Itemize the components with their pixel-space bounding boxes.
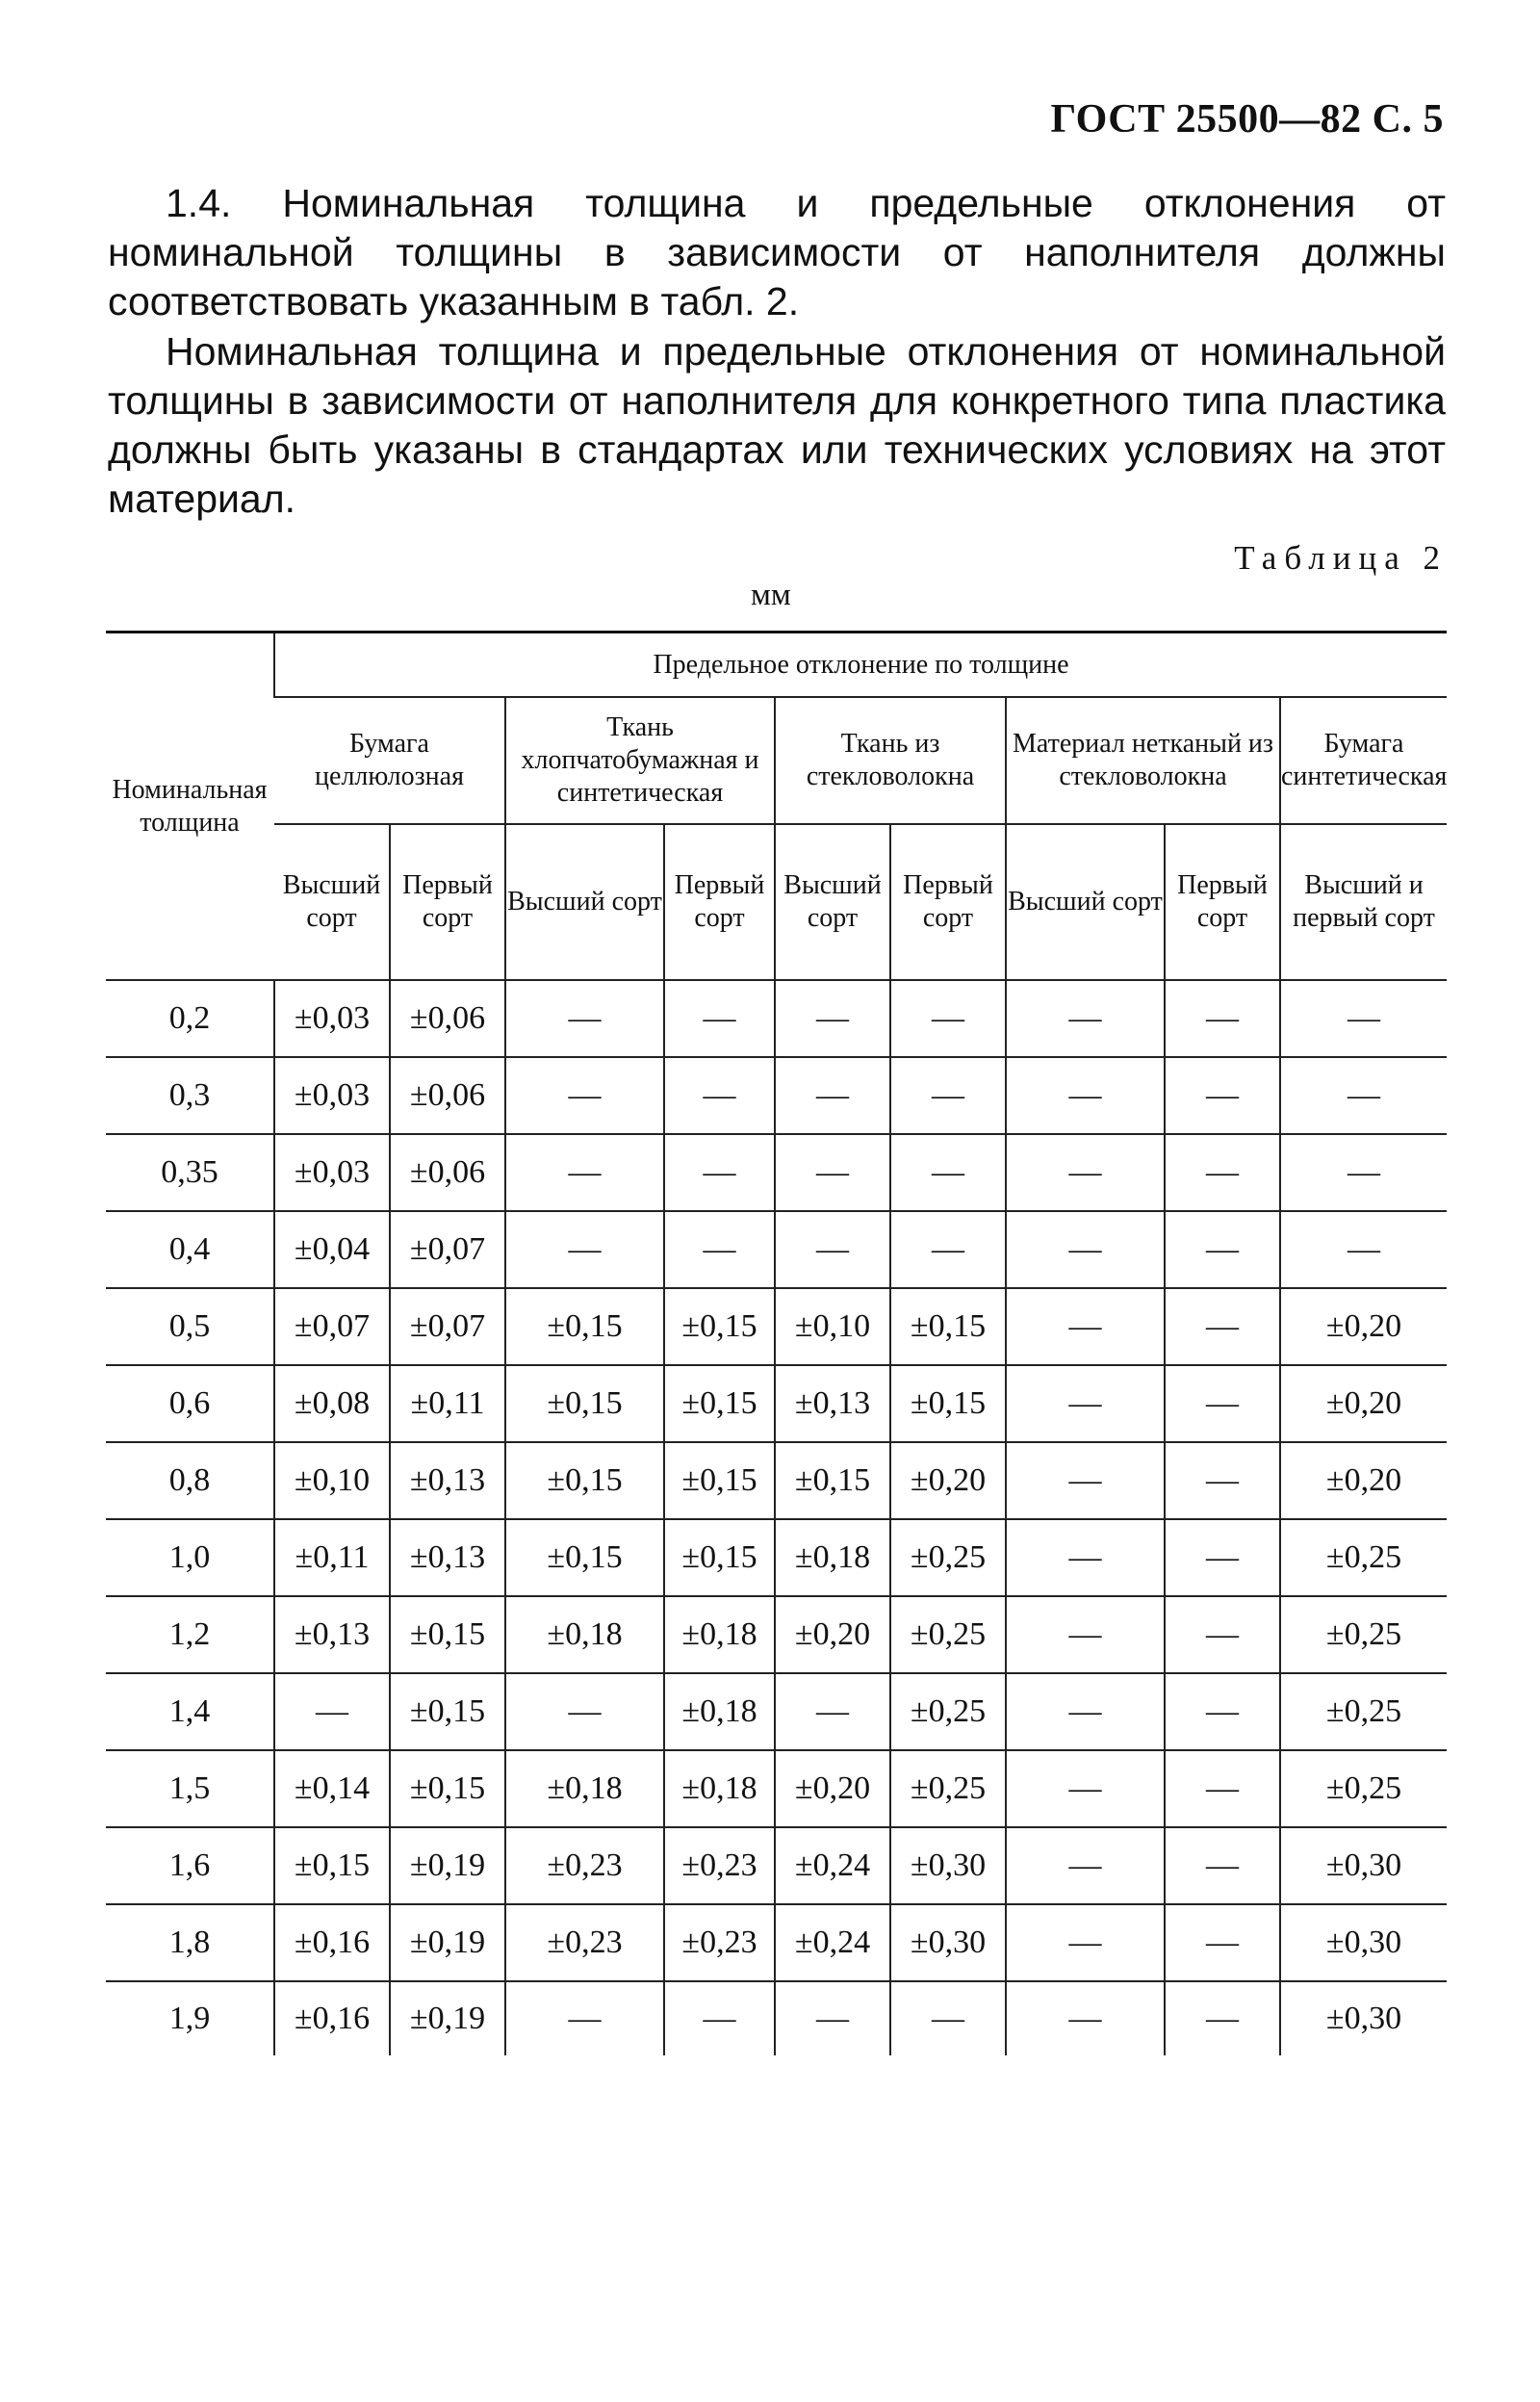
tolerance-cell: ±0,15 <box>664 1288 775 1365</box>
tolerance-cell: ±0,15 <box>664 1442 775 1519</box>
tolerance-cell: ±0,15 <box>274 1827 390 1904</box>
header-grade: Первый сорт <box>664 824 775 980</box>
tolerance-cell: ±0,20 <box>775 1596 890 1673</box>
tolerance-cell: ±0,06 <box>390 1057 505 1134</box>
tolerance-cell: — <box>664 1134 775 1211</box>
paragraph-2: Номинальная толщина и предельные отклонения от номинальной толщины в зависимости от наполнителя для конкретного типа пластика должны быть указаны в стандартах или технических условиях на этот материал. <box>108 329 1446 521</box>
header-grade: Высший сорт <box>274 824 390 980</box>
header-material: Ткань хлопчатобумажная и синтетическая <box>505 697 775 824</box>
nominal-thickness-cell: 1,9 <box>168 2001 211 2036</box>
tolerance-cell: ±0,15 <box>775 1442 890 1519</box>
tolerance-cell: — <box>1006 1288 1165 1365</box>
tolerance-cell: ±0,19 <box>390 1981 505 2055</box>
table-row <box>106 1288 1447 1365</box>
tolerance-cell: ±0,10 <box>775 1288 890 1365</box>
tolerance-cell: — <box>505 1981 664 2055</box>
tolerance-cell: — <box>1006 1904 1165 1981</box>
tolerance-cell: — <box>664 980 775 1057</box>
tolerance-cell: ±0,03 <box>274 1134 390 1211</box>
tolerance-cell: ±0,25 <box>890 1750 1006 1827</box>
table-body <box>106 980 1447 2055</box>
tolerance-cell: ±0,15 <box>390 1596 505 1673</box>
tolerance-cell: — <box>664 1981 775 2055</box>
tolerance-cell: — <box>505 1211 664 1288</box>
tolerance-table-wrapper <box>106 631 1447 2055</box>
tolerance-cell: ±0,14 <box>274 1750 390 1827</box>
nominal-thickness-cell: 1,4 <box>106 1673 274 1750</box>
tolerance-cell: ±0,10 <box>274 1442 390 1519</box>
tolerance-cell: ±0,25 <box>890 1519 1006 1596</box>
table-row <box>106 1057 1447 1134</box>
tolerance-cell: ±0,18 <box>664 1750 775 1827</box>
tolerance-cell: — <box>1006 1596 1165 1673</box>
tolerance-cell: — <box>1165 1211 1280 1288</box>
tolerance-cell: ±0,15 <box>664 1365 775 1442</box>
header-material: Ткань из стекловолокна <box>775 697 1006 824</box>
tolerance-cell: ±0,13 <box>775 1365 890 1442</box>
tolerance-cell: — <box>664 1211 775 1288</box>
tolerance-cell: ±0,03 <box>274 980 390 1057</box>
tolerance-cell: ±0,23 <box>505 1904 664 1981</box>
table-caption: Таблица 2 <box>1234 539 1448 577</box>
table-row <box>106 1750 1447 1827</box>
tolerance-cell: ±0,23 <box>664 1827 775 1904</box>
tolerance-cell: ±0,13 <box>274 1596 390 1673</box>
tolerance-cell: — <box>890 1211 1006 1288</box>
tolerance-cell: — <box>1006 980 1165 1057</box>
page-header: ГОСТ 25500—82 С. 5 <box>1050 97 1444 142</box>
header-tolerance-group: Предельное отклонение по толщине <box>274 633 1447 698</box>
header-grade: Первый сорт <box>390 824 505 980</box>
tolerance-cell: — <box>1280 1211 1447 1288</box>
tolerance-cell: ±0,25 <box>1280 1519 1447 1596</box>
tolerance-cell: — <box>505 1134 664 1211</box>
tolerance-cell: ±0,30 <box>1280 1981 1447 2055</box>
tolerance-cell: — <box>1280 980 1447 1057</box>
tolerance-cell: ±0,15 <box>890 1365 1006 1442</box>
tolerance-cell: ±0,13 <box>390 1519 505 1596</box>
tolerance-cell: — <box>1006 1750 1165 1827</box>
tolerance-cell: — <box>1165 1596 1280 1673</box>
paragraph-1-4: 1.4. Номинальная толщина и предельные отклонения от номинальной толщины в зависимости от наполнителя должны соответствовать указанным в табл. 2. <box>108 181 1446 323</box>
tolerance-cell: ±0,23 <box>664 1904 775 1981</box>
table-row <box>106 1211 1447 1288</box>
tolerance-cell: — <box>1006 1442 1165 1519</box>
table-row <box>106 1827 1447 1904</box>
tolerance-cell: ±0,30 <box>1280 1904 1447 1981</box>
header-material: Бумага синтетическая <box>1280 697 1447 824</box>
tolerance-cell: — <box>1006 1519 1165 1596</box>
tolerance-cell: ±0,20 <box>1280 1365 1447 1442</box>
tolerance-cell: ±0,15 <box>505 1288 664 1365</box>
tolerance-cell: — <box>1165 1519 1280 1596</box>
tolerance-cell: — <box>1165 1365 1280 1442</box>
tolerance-cell: — <box>1165 1442 1280 1519</box>
header-grade: Первый сорт <box>1165 824 1280 980</box>
tolerance-cell: ±0,15 <box>505 1519 664 1596</box>
nominal-thickness-cell: 1,5 <box>106 1750 274 1827</box>
tolerance-cell: — <box>1165 1981 1280 2055</box>
nominal-thickness-cell: 0,3 <box>106 1057 274 1134</box>
tolerance-cell: ±0,16 <box>274 1904 390 1981</box>
tolerance-cell: — <box>775 1673 890 1750</box>
tolerance-cell: ±0,15 <box>390 1750 505 1827</box>
table-row <box>106 1442 1447 1519</box>
header-grade: Высший сорт <box>1006 824 1165 980</box>
table-row <box>106 1519 1447 1596</box>
tolerance-cell: ±0,16 <box>274 1981 390 2055</box>
tolerance-cell: — <box>775 1134 890 1211</box>
tolerance-cell: ±0,15 <box>390 1673 505 1750</box>
nominal-thickness-cell: 1,2 <box>106 1596 274 1673</box>
tolerance-cell: ±0,06 <box>390 1134 505 1211</box>
tolerance-cell: — <box>1165 1134 1280 1211</box>
tolerance-cell: ±0,04 <box>274 1211 390 1288</box>
tolerance-cell: ±0,25 <box>1280 1673 1447 1750</box>
tolerance-cell: ±0,18 <box>664 1596 775 1673</box>
tolerance-cell: — <box>1165 980 1280 1057</box>
tolerance-cell: ±0,25 <box>1280 1596 1447 1673</box>
tolerance-cell: — <box>775 980 890 1057</box>
tolerance-cell: ±0,07 <box>390 1288 505 1365</box>
table-row <box>106 1365 1447 1442</box>
tolerance-cell: ±0,24 <box>775 1904 890 1981</box>
tolerance-cell: — <box>890 1981 1006 2055</box>
tolerance-cell: ±0,25 <box>890 1596 1006 1673</box>
tolerance-cell: ±0,24 <box>775 1827 890 1904</box>
tolerance-cell: — <box>505 980 664 1057</box>
tolerance-cell: ±0,18 <box>505 1596 664 1673</box>
nominal-thickness-cell: 0,35 <box>106 1134 274 1211</box>
table-row <box>106 980 1447 1057</box>
tolerance-cell: — <box>1006 1981 1165 2055</box>
header-grade: Высший сорт <box>775 824 890 980</box>
table-row <box>106 1673 1447 1750</box>
tolerance-cell: ±0,03 <box>274 1057 390 1134</box>
tolerance-cell: — <box>890 980 1006 1057</box>
tolerance-cell: — <box>1006 1057 1165 1134</box>
tolerance-cell: ±0,20 <box>1280 1288 1447 1365</box>
table-row <box>106 1596 1447 1673</box>
tolerance-cell: — <box>1006 1365 1165 1442</box>
nominal-thickness-cell: 1,8 <box>106 1904 274 1981</box>
nominal-thickness-cell: 0,4 <box>106 1211 274 1288</box>
nominal-thickness-cell: 0,5 <box>106 1288 274 1365</box>
tolerance-cell: — <box>1165 1288 1280 1365</box>
tolerance-cell: — <box>1165 1904 1280 1981</box>
tolerance-cell: ±0,15 <box>505 1442 664 1519</box>
tolerance-cell: — <box>1006 1211 1165 1288</box>
tolerance-cell: — <box>1006 1134 1165 1211</box>
tolerance-cell: — <box>1165 1057 1280 1134</box>
tolerance-cell: ±0,11 <box>390 1365 505 1442</box>
tolerance-cell: ±0,08 <box>274 1365 390 1442</box>
table-row <box>106 1134 1447 1211</box>
tolerance-cell: ±0,23 <box>505 1827 664 1904</box>
tolerance-cell: ±0,20 <box>1280 1442 1447 1519</box>
nominal-thickness-cell: 0,6 <box>106 1365 274 1442</box>
tolerance-cell: ±0,18 <box>664 1673 775 1750</box>
tolerance-cell: — <box>1006 1827 1165 1904</box>
tolerance-cell: ±0,07 <box>274 1288 390 1365</box>
tolerance-cell: ±0,19 <box>390 1827 505 1904</box>
tolerance-cell: ±0,25 <box>890 1673 1006 1750</box>
tolerance-cell: ±0,20 <box>890 1442 1006 1519</box>
nominal-thickness-cell: 0,8 <box>106 1442 274 1519</box>
tolerance-cell: — <box>664 1057 775 1134</box>
tolerance-cell: — <box>890 1057 1006 1134</box>
nominal-thickness-cell: 0,2 <box>106 980 274 1057</box>
tolerance-cell: ±0,19 <box>390 1904 505 1981</box>
header-material: Материал нетканый из стекловолокна <box>1006 697 1280 824</box>
tolerance-cell: ±0,11 <box>274 1519 390 1596</box>
tolerance-cell: — <box>505 1673 664 1750</box>
tolerance-cell: — <box>890 1134 1006 1211</box>
tolerance-cell: ±0,25 <box>1280 1750 1447 1827</box>
header-nominal-thickness: Номинальная толщина <box>106 633 274 981</box>
tolerance-cell: — <box>274 1673 390 1750</box>
tolerance-cell: ±0,18 <box>775 1519 890 1596</box>
tolerance-cell: — <box>775 1211 890 1288</box>
tolerance-cell: ±0,18 <box>505 1750 664 1827</box>
tolerance-cell: ±0,15 <box>664 1519 775 1596</box>
table-row <box>106 1904 1447 1981</box>
table-unit: мм <box>751 578 791 612</box>
nominal-thickness-cell: 1,0 <box>106 1519 274 1596</box>
tolerance-cell: — <box>1165 1827 1280 1904</box>
header-material: Бумага целлюлозная <box>274 697 505 824</box>
tolerance-cell: ±0,06 <box>390 980 505 1057</box>
tolerance-cell: ±0,07 <box>390 1211 505 1288</box>
tolerance-cell: ±0,30 <box>890 1827 1006 1904</box>
tolerance-cell: ±0,20 <box>775 1750 890 1827</box>
tolerance-cell: — <box>775 1981 890 2055</box>
tolerance-cell: — <box>1280 1134 1447 1211</box>
tolerance-cell: — <box>1280 1057 1447 1134</box>
tolerance-table <box>106 631 1447 2055</box>
tolerance-cell: ±0,30 <box>890 1904 1006 1981</box>
tolerance-cell: — <box>1006 1673 1165 1750</box>
tolerance-cell: ±0,30 <box>1280 1827 1447 1904</box>
tolerance-cell: ±0,15 <box>890 1288 1006 1365</box>
header-grade: Первый сорт <box>890 824 1006 980</box>
header-grade: Высший сорт <box>505 824 664 980</box>
tolerance-cell: — <box>1165 1750 1280 1827</box>
tolerance-cell: — <box>1165 1673 1280 1750</box>
tolerance-cell: ±0,15 <box>505 1365 664 1442</box>
tolerance-cell: ±0,13 <box>390 1442 505 1519</box>
tolerance-cell: — <box>505 1057 664 1134</box>
nominal-thickness-cell: 1,6 <box>106 1827 274 1904</box>
header-grade: Высший и первый сорт <box>1280 824 1447 980</box>
table-row <box>106 1981 1447 2055</box>
tolerance-cell: — <box>775 1057 890 1134</box>
